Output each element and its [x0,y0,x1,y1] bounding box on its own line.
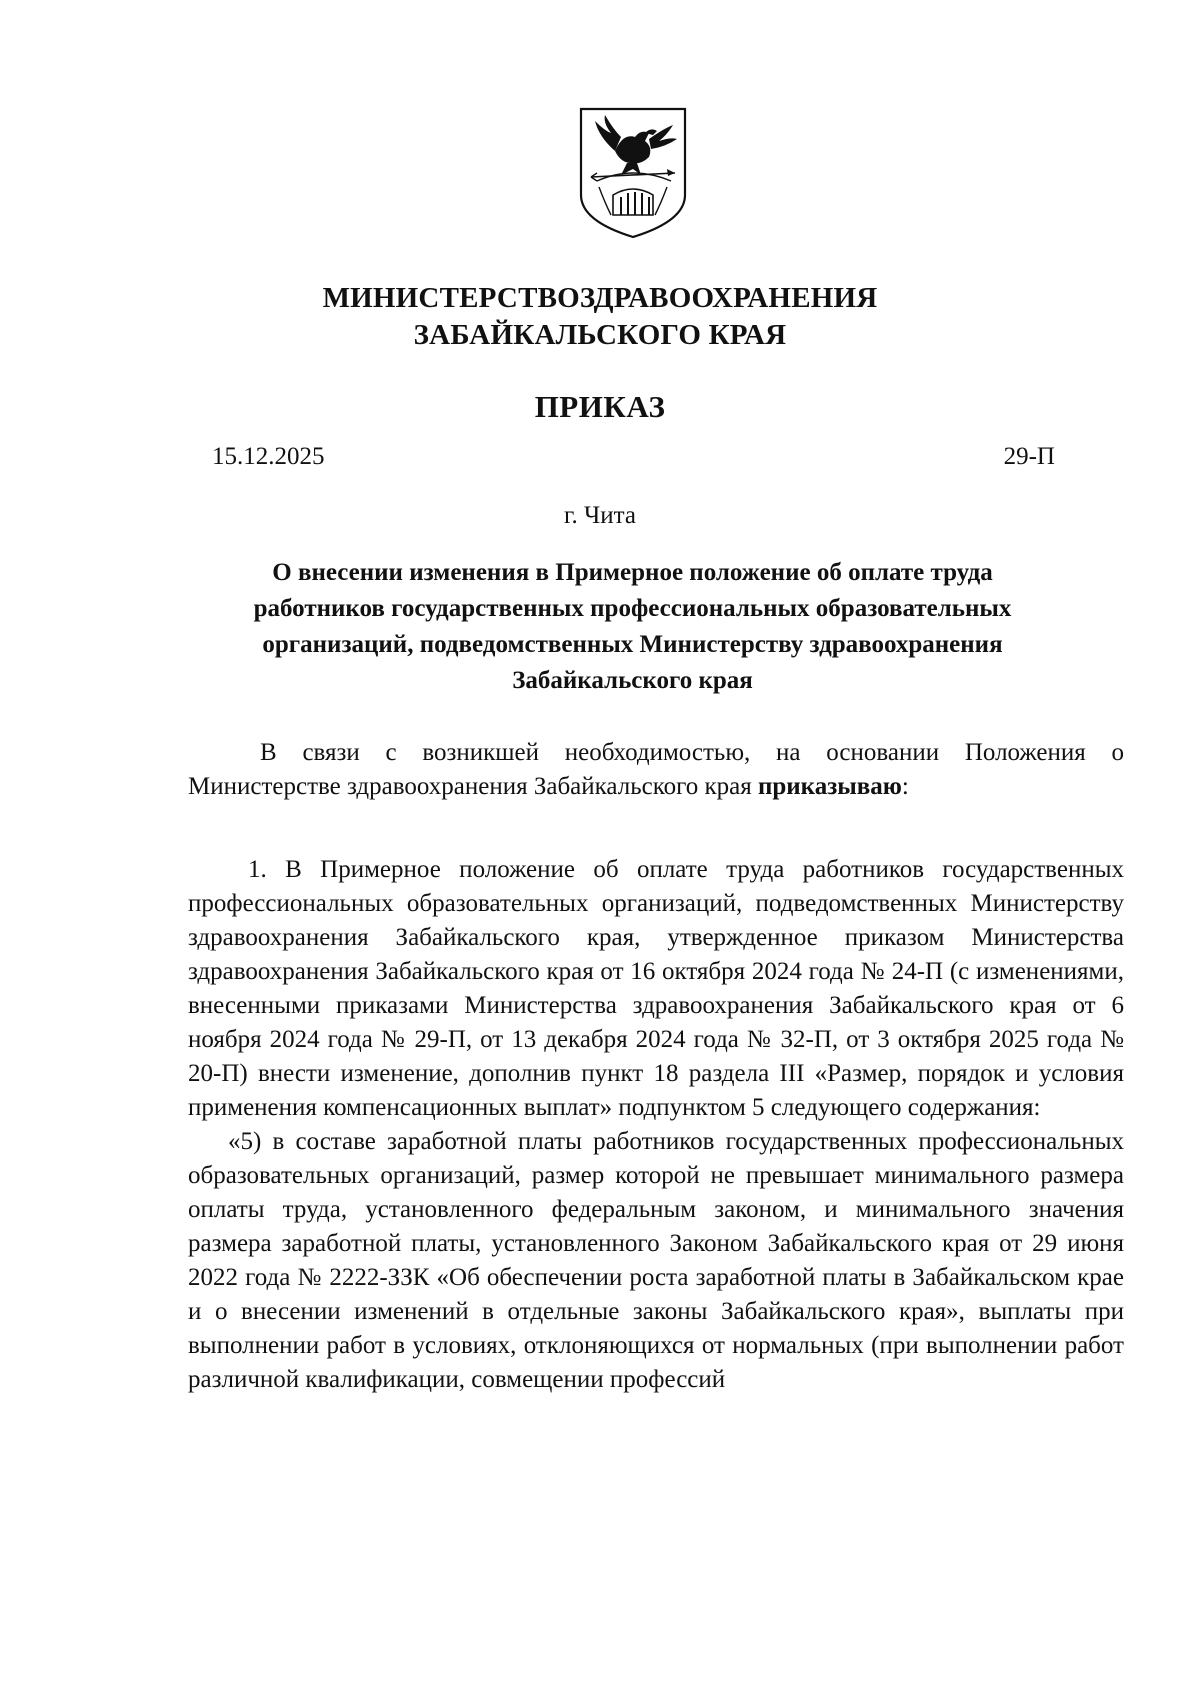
subject-line3: организаций, подведомственных Министерству здравоохранения [262,631,1003,658]
item-1-quoted-subitem: «5) в составе заработной платы работников государственных профессиональных образовательных организаций, размер которой не превышает минимального размера оплаты труда, установленного федеральным законом, и минимального значения размера заработной платы, установленного Законом Забайкальского края от 29 июня 2022 года № 2222-ЗЗК «Об обеспечении роста заработной платы в Забайкальском крае и о внесении изменений в отдельные законы Забайкальского края», выплаты при выполнении работ в условиях, отклоняющихся от нормальных (при выполнении работ различной квалификации, совмещении профессий [188,1128,1124,1393]
subject-line1: О внесении изменения в Примерное положение об оплате труда [272,559,993,586]
order-date: 15.12.2025 [212,443,325,470]
item-1-paragraph: 1. В Примерное положение об оплате труда работников государственных профессиональных образовательных организаций, подведомственных Министерству здравоохранения Забайкальского края, утвержденное приказом Министерства здравоохранения Забайкальского края от 16 октября 2024 года № 24-П (с изменениями, внесенными приказами Министерства здравоохранения Забайкальского края от 6 ноября 2024 года № 29-П, от 13 декабря 2024 года № 32-П, от 3 октября 2025 года № 20-П) внести изменение, дополнив пункт 18 раздела III «Размер, порядок и условия применения компенсационных выплат» подпунктом 5 следующего содержания: [188,856,1124,1121]
subject-line2: работников государственных профессиональных образовательных [253,595,1012,622]
preamble-end: : [901,773,909,800]
city-name: г. Чита [564,502,636,529]
coat-of-arms-emblem [575,103,691,243]
order-subject [200,555,1065,699]
document-type-title: ПРИКАЗ [534,389,666,424]
preamble-directive: приказываю [757,773,902,800]
order-number: 29-П [1003,443,1055,470]
ministry-name-line2: ЗАБАЙКАЛЬСКОГО КРАЯ [413,319,787,351]
ministry-name [0,280,1200,354]
preamble-paragraph [188,736,1124,804]
date-number-row [212,441,1055,473]
subject-line4: Забайкальского края [512,667,753,694]
preamble-text: В связи с возникшей необходимостью, на основании Положения о Министерстве здравоохранения Забайкальского края [188,739,1124,800]
order-items [188,853,1124,1397]
ministry-name-line1: МИНИСТЕРСТВОЗДРАВООХРАНЕНИЯ [322,282,878,314]
